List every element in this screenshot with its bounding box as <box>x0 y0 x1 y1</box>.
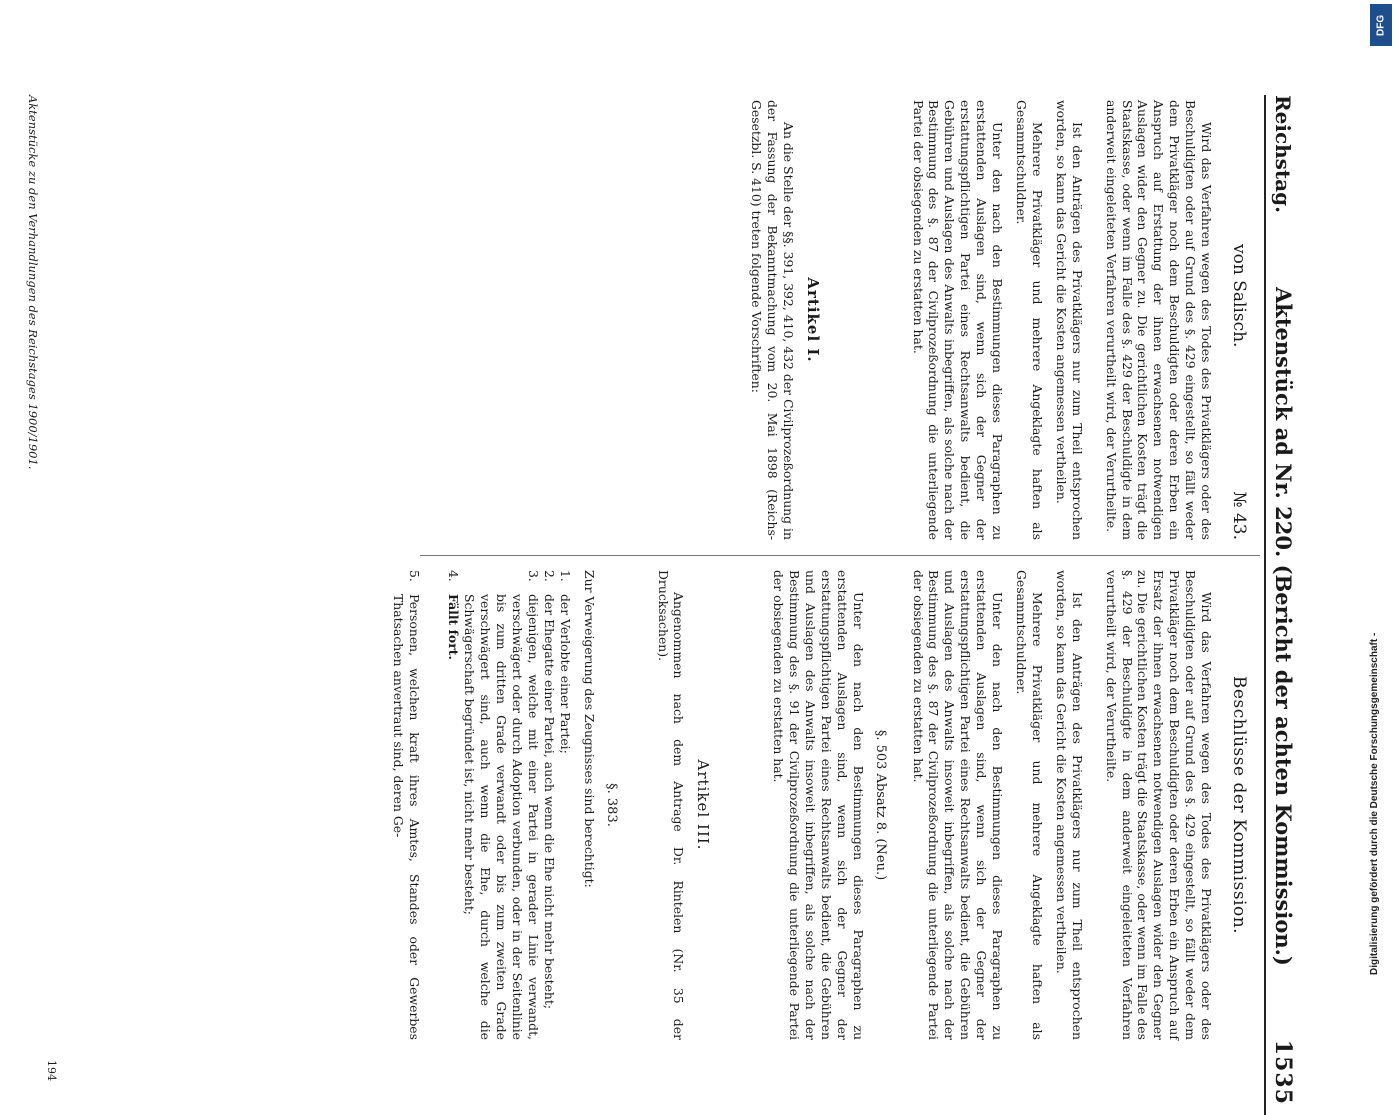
left-article-text: An die Stelle der §§. 391, 392, 410, 432 der Civilprozeßordnung in der Fassung der Bekanntmachung vom 20. Mai 1898 (Reichs-Gesetzbl. S. 410) treten folgende Vorschriften: <box>748 100 796 540</box>
header-rule <box>1264 95 1266 1115</box>
left-paragraph-1: Wird das Verfahren wegen des Todes des Privatklägers oder des Beschuldigten oder auf Grund des §. 429 eingestellt, so fällt weder dem Privatkläger noch dem Beschuldigten oder deren Erben ein Anspruch auf Erstattung der ihnen erwachsenen notwendigen Auslagen wider den Gegner zu. Die gerichtlichen Kosten trägt die Staatskasse, oder wenn im Falle des §. 429 der Beschuldigte in dem anderweit eingeleiteten Verfahren verurtheilt wird, der Verurtheilte. <box>1103 100 1215 540</box>
right-paragraph-1: Wird das Verfahren wegen des Todes des Privatklägers oder des Beschuldigten oder auf Grund des §. 429 eingestellt, so fällt weder dem Privatkläger noch dem Beschuldigten oder deren Erben ein Anspruch auf Ersatz der ihnen erwachsenen notwendigen Auslagen wider den Gegner zu. Die gerichtlichen Kosten trägt die Staatskasse, oder wenn im Falle des §. 429 der Beschuldigte in dem anderweit eingeleiteten Verfahren verurtheilt wird, der Verurtheilte. <box>1103 570 1215 1040</box>
left-paragraph-3: Mehrere Privatkläger und mehrere Angeklagte haften als Gesammtschuldner. <box>1014 100 1045 540</box>
right-article-title: Artikel III. <box>694 759 713 851</box>
credit-text: Digitalisierung gefördert durch die Deutsche Forschungsgemeinschaft - <box>1369 632 1380 975</box>
right-column <box>390 570 1252 1040</box>
list-item: 2. der Ehegatte einer Partei, auch wenn die Ehe nicht mehr besteht; <box>541 570 557 1010</box>
digitization-credit <box>1362 0 1396 1000</box>
right-title: Beschlüsse der Kommission. <box>1229 675 1249 935</box>
page-header <box>1266 95 1296 1105</box>
section-383-head: §. 383. <box>603 783 619 827</box>
page-number: 1535 <box>1270 1039 1296 1105</box>
right-subsection-head: §. 503 Absatz 8. (Neu.) <box>872 729 888 881</box>
right-paragraph-5: Unter den nach den Bestimmungen dieses Paragraphen zu erstattenden Auslagen sind, wenn sich der Gegner der erstattungspflichtigen Partei eines Rechtsanwalts bedient, die Gebühren und Auslagen des Anwalts insoweit inbegriffen, als solche nach der Bestimmung des §. 91 der Civilprozeßordnung die unterliegende Partei der obsiegenden zu erstatten hat. <box>771 570 866 1040</box>
dfg-logo: DFG <box>1370 4 1392 46</box>
left-column <box>740 100 1252 540</box>
list-item: 3. diejenigen, welche mit einer Partei in gerader Linie verwandt, verschwägert oder durch Adoption verbunden, oder in der Seitenlinie bis zum dritten Grade verwandt oder bis zum zweiten Grade verschwägert sind, auch wenn die Ehe, durch welche die Schwägerschaft begründet ist, nicht mehr besteht; <box>462 570 541 1040</box>
list-item: 1. der Verlobte einer Partei; <box>557 570 573 754</box>
list-item: 4. Fällt fort. <box>446 570 462 660</box>
left-title-row <box>1229 100 1249 540</box>
right-article-text: Angenommen nach dem Antrage Dr. Rintelen (Nr. 35 der Drucksachen). <box>655 570 687 1040</box>
left-title: von Salisch. <box>1229 244 1249 348</box>
section-383-list <box>390 570 573 1040</box>
right-paragraph-2: Ist den Anträgen des Privatklägers nur zum Theil entsprochen worden, so kann das Gericht die Kosten angemessen vertheilen. <box>1053 570 1085 1040</box>
header-left: Reichstag. <box>1271 95 1295 214</box>
column-divider <box>420 555 1260 556</box>
list-item: 5. Personen, welchen kraft ihres Amtes, Standes oder Gewerbes Thatsachen anvertraut sind, deren Ge- <box>390 570 422 1040</box>
right-paragraph-3: Mehrere Privatkläger und mehrere Angeklagte haften als Gesammtschuldner. <box>1014 570 1045 1040</box>
left-article-title: Artikel I. <box>803 277 822 363</box>
section-383-intro: Zur Verweigerung des Zeugnisses sind berechtigt: <box>581 570 597 888</box>
left-paragraph-4: Unter den nach den Bestimmungen dieses Paragraphen zu erstattenden Auslagen sind, wenn sich der Gegner der erstattungspflichtigen Partei eines Rechtsanwalts bedient, die Gebühren und Auslagen des Anwalts inbegriffen, als solche nach der Bestimmung des §. 87 der Civilprozeßordnung die unterliegende Partei der obsiegenden zu erstatten hat. <box>910 100 1006 540</box>
sheet-mark: 194 <box>45 1060 58 1081</box>
left-paragraph-2: Ist den Anträgen des Privatklägers nur zum Theil entsprochen worden, so kann das Gericht die Kosten angemessen vertheilen. <box>1053 100 1085 540</box>
amendment-number: № 43. <box>1229 491 1249 540</box>
page-footer: Aktenstücke zu den Verhandlungen des Reichstages 1900/1901. <box>26 95 40 470</box>
right-paragraph-4: Unter den nach den Bestimmungen dieses Paragraphen zu erstattenden Auslagen sind, wenn sich der Gegner der erstattungspflichtigen Partei eines Rechtsanwalts bedient, die Gebühren und Auslagen des Anwalts insoweit inbegriffen, als solche nach der Bestimmung des §. 87 der Civilprozeßordnung die unterliegende Partei der obsiegenden zu erstatten hat. <box>910 570 1006 1040</box>
header-center: Aktenstück ad Nr. 220. (Bericht der achten Kommission.) <box>1271 286 1296 966</box>
